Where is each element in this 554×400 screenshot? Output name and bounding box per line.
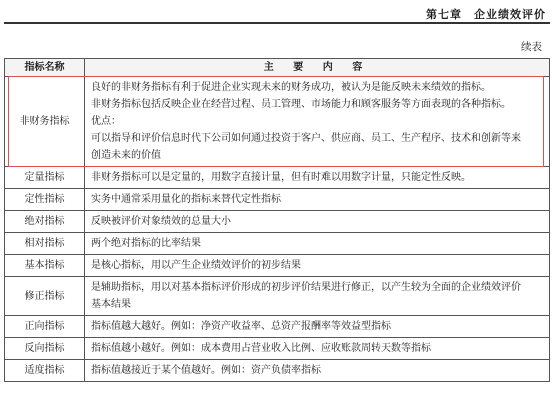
indicator-description: [85, 77, 550, 167]
description-line: 两个绝对指标的比率结果: [91, 238, 201, 249]
indicator-name: 反向指标: [5, 338, 85, 360]
description-line: 是核心指标，用以产生企业绩效评价的初步结果: [91, 260, 301, 271]
table-row: [5, 211, 550, 233]
table-row: [5, 233, 550, 255]
indicator-name: 修正指标: [5, 277, 85, 316]
description-line: 指标值越接近于某个值越好。例如：资产负债率指标: [91, 365, 321, 376]
indicator-table: [4, 58, 550, 382]
description-line: 基本结果: [91, 299, 131, 310]
description-line: 非财务指标可以是定量的，用数字直接计量，但有时难以用数字计量，只能定性反映。: [91, 172, 471, 183]
description-line: 是辅助指标，用以对基本指标评价形成的初步评价结果进行修正，以产生较为全面的企业绩效评价: [91, 282, 521, 293]
indicator-name: 非财务指标: [5, 77, 85, 167]
indicator-name: 定量指标: [5, 167, 85, 189]
table-row: [5, 77, 550, 167]
table-header-row: [5, 59, 550, 77]
description-line: 实务中通常采用量化的指标来替代定性指标: [91, 194, 281, 205]
indicator-description: [85, 211, 550, 233]
table-row: [5, 338, 550, 360]
indicator-description: [85, 189, 550, 211]
table-row: [5, 316, 550, 338]
table-body: [5, 77, 550, 382]
indicator-description: [85, 167, 550, 189]
continued-label: 续表: [521, 41, 542, 53]
indicator-description: [85, 277, 550, 316]
description-line: 指标值越大越好。例如：净资产收益率、总资产报酬率等效益型指标: [91, 321, 391, 332]
indicator-name: 相对指标: [5, 233, 85, 255]
table-row: [5, 167, 550, 189]
indicator-name: 正向指标: [5, 316, 85, 338]
description-line: 优点：: [91, 116, 121, 127]
description-line: 非财务指标包括反映企业在经营过程、员工管理、市场能力和顾客服务等方面表现的各种指标。: [91, 99, 511, 110]
table-row: [5, 189, 550, 211]
indicator-description: [85, 255, 550, 277]
chapter-title: 第七章 企业绩效评价: [426, 8, 546, 21]
indicator-name: 适度指标: [5, 360, 85, 382]
indicator-name: 绝对指标: [5, 211, 85, 233]
description-line: 良好的非财务指标有利于促进企业实现未来的财务成功，被认为是能反映未来绩效的指标。: [91, 82, 491, 93]
description-line: 创造未来的价值: [91, 150, 161, 161]
header-rule: [4, 22, 550, 24]
description-line: 指标值越小越好。例如：成本费用占营业收入比例、应收账款周转天数等指标: [91, 343, 431, 354]
indicator-description: [85, 360, 550, 382]
indicator-description: [85, 233, 550, 255]
indicator-description: [85, 338, 550, 360]
description-line: 可以指导和评价信息时代下公司如何通过投资于客户、供应商、员工、生产程序、技术和创新等来: [91, 133, 521, 144]
table-row: [5, 277, 550, 316]
indicator-description: [85, 316, 550, 338]
table-row: [5, 360, 550, 382]
column-header-content: 主 要 内 容: [85, 59, 550, 77]
column-header-name: 指标名称: [5, 59, 85, 77]
indicator-name: 定性指标: [5, 189, 85, 211]
description-line: 反映被评价对象绩效的总量大小: [91, 216, 231, 227]
indicator-name: 基本指标: [5, 255, 85, 277]
table-row: [5, 255, 550, 277]
